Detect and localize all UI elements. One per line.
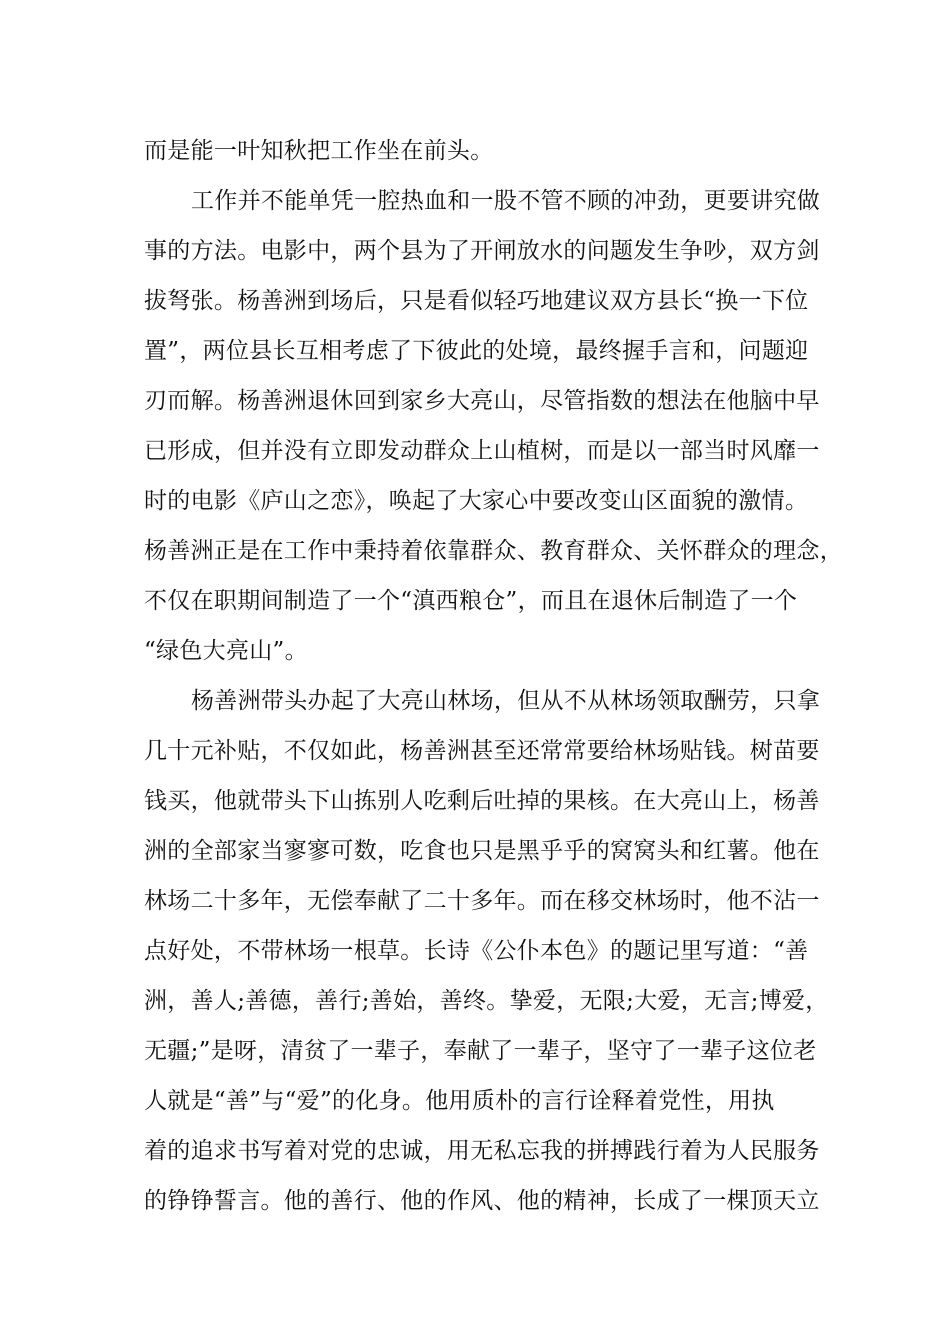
text-line: 洲，善人;善德，善行;善始，善终。挚爱，无限;大爱，无言;博爱， (144, 988, 829, 1014)
text-line: 钱买，他就带头下山拣别人吃剩后吐掉的果核。在大亮山上，杨善 (144, 788, 820, 814)
text-line: 无疆;”是呀，清贫了一辈子，奉献了一辈子，坚守了一辈子这位老 (144, 1038, 817, 1064)
text-line: 几十元补贴，不仅如此，杨善洲甚至还常常要给林场贴钱。树苗要 (144, 738, 820, 764)
text-line: 置”，两位县长互相考虑了下彼此的处境，最终握手言和，问题迎 (144, 338, 809, 364)
paragraph-first-line: 工作并不能单凭一腔热血和一股不管不顾的冲劲，更要讲究做 (191, 188, 821, 214)
text-line: 着的追求书写着对党的忠诚，用无私忘我的拼搏践行着为人民服务 (144, 1138, 820, 1164)
text-line: 洲的全部家当寥寥可数，吃食也只是黑乎乎的窝窝头和红薯。他在 (144, 838, 820, 864)
text-line: 时的电影《庐山之恋》，唤起了大家心中要改变山区面貌的激情。 (144, 488, 809, 514)
text-line: 拔弩张。杨善洲到场后，只是看似轻巧地建议双方县长“换一下位 (144, 288, 809, 314)
text-line: 事的方法。电影中，两个县为了开闸放水的问题发生争吵，双方剑 (144, 238, 820, 264)
text-line: 刃而解。杨善洲退休回到家乡大亮山，尽管指数的想法在他脑中早 (144, 388, 820, 414)
text-line: 的铮铮誓言。他的善行、他的作风、他的精神，长成了一棵顶天立 (144, 1188, 820, 1214)
text-line: 林场二十多年，无偿奉献了二十多年。而在移交林场时，他不沾一 (144, 888, 820, 914)
text-line: 已形成，但并没有立即发动群众上山植树，而是以一部当时风靡一 (144, 438, 820, 464)
text-line: “绿色大亮山”。 (144, 638, 308, 664)
text-line: 点好处，不带林场一根草。长诗《公仆本色》的题记里写道：“善 (144, 938, 809, 964)
text-line: 不仅在职期间制造了一个“滇西粮仓”，而且在退休后制造了一个 (144, 588, 798, 614)
text-line: 而是能一叶知秋把工作坐在前头。 (144, 138, 494, 164)
text-line: 杨善洲正是在工作中秉持着依靠群众、教育群众、关怀群众的理念， (144, 538, 843, 564)
text-line: 人就是“善”与“爱”的化身。他用质朴的言行诠释着党性，用执 (144, 1088, 775, 1114)
paragraph-first-line: 杨善洲带头办起了大亮山林场，但从不从林场领取酬劳，只拿 (191, 688, 821, 714)
